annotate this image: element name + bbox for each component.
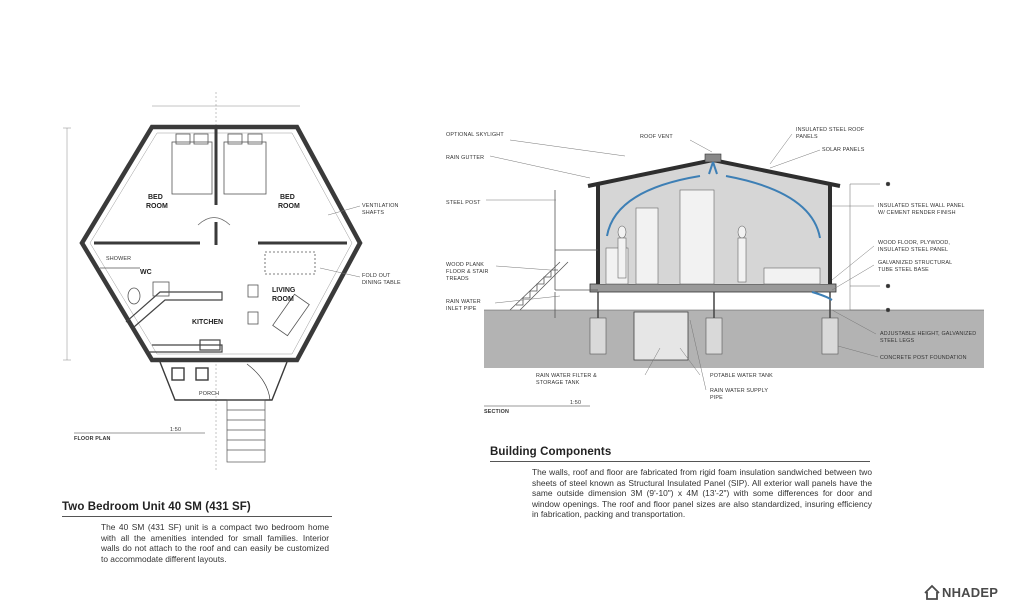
callout-fold-out-2: DINING TABLE bbox=[362, 280, 401, 286]
room-label-shower: SHOWER bbox=[106, 256, 132, 262]
label-wall-panel-2: W/ CEMENT RENDER FINISH bbox=[878, 210, 956, 216]
label-wood-plank-3: TREADS bbox=[446, 276, 469, 282]
label-filter: RAIN WATER FILTER & bbox=[536, 373, 597, 379]
floor-plan bbox=[60, 95, 401, 470]
room-label-bed-left-2: ROOM bbox=[146, 203, 168, 210]
floor-plan-scale: 1:50 bbox=[170, 427, 182, 433]
unit-rule bbox=[62, 516, 332, 517]
label-wood-plank: WOOD PLANK bbox=[446, 262, 485, 268]
room-label-kitchen: KITCHEN bbox=[192, 319, 224, 326]
deck-and-stairs bbox=[510, 190, 598, 318]
label-inlet-pipe: RAIN WATER bbox=[446, 299, 481, 305]
label-galv-base: GALVANIZED STRUCTURAL bbox=[878, 260, 953, 266]
callout-ventilation-2: SHAFTS bbox=[362, 210, 385, 216]
label-inlet-pipe-2: INLET PIPE bbox=[446, 306, 477, 312]
watermark bbox=[924, 584, 998, 600]
water-tank bbox=[634, 312, 688, 360]
section-caption: SECTION bbox=[484, 409, 510, 415]
label-potable: POTABLE WATER TANK bbox=[710, 373, 773, 379]
label-supply-2: PIPE bbox=[710, 395, 723, 401]
label-steel-post: STEEL POST bbox=[446, 200, 481, 206]
house-outline-icon bbox=[924, 584, 940, 600]
stairs bbox=[227, 400, 265, 462]
label-wood-floor: WOOD FLOOR, PLYWOOD, bbox=[878, 240, 951, 246]
label-legs-2: STEEL LEGS bbox=[880, 338, 915, 344]
room-label-living: LIVING bbox=[272, 287, 296, 294]
label-rain-gutter: RAIN GUTTER bbox=[446, 155, 485, 161]
label-filter-2: STORAGE TANK bbox=[536, 380, 580, 386]
room-label-bed-right: BED bbox=[280, 194, 295, 201]
label-solar-panels: SOLAR PANELS bbox=[822, 147, 865, 153]
section-scale: 1:50 bbox=[570, 400, 582, 406]
label-skylight: OPTIONAL SKYLIGHT bbox=[446, 132, 504, 138]
porch bbox=[160, 362, 287, 400]
label-legs: ADJUSTABLE HEIGHT, GALVANIZED bbox=[880, 331, 977, 337]
unit-title: Two Bedroom Unit 40 SM (431 SF) bbox=[62, 501, 251, 513]
building-components-rule bbox=[490, 461, 870, 462]
floor-panel bbox=[590, 284, 836, 292]
label-wall-panel: INSULATED STEEL WALL PANEL bbox=[878, 203, 965, 209]
label-roof-panels-2: PANELS bbox=[796, 134, 818, 140]
label-wood-floor-2: INSULATED STEEL PANEL bbox=[878, 247, 949, 253]
label-galv-base-2: TUBE STEEL BASE bbox=[878, 267, 929, 273]
room-label-porch: PORCH bbox=[199, 391, 220, 397]
unit-body: The 40 SM (431 SF) unit is a compact two bedroom home with all the amenities intended for small families. Interior walls do not attach to the roof and can easily be customized to accommodate different layouts. bbox=[101, 522, 329, 564]
callout-ventilation: VENTILATION bbox=[362, 203, 399, 209]
room-label-bed-left: BED bbox=[148, 194, 163, 201]
watermark-text: NHADEP bbox=[942, 584, 999, 600]
room-label-bed-right-2: ROOM bbox=[278, 203, 300, 210]
room-label-wc: WC bbox=[140, 269, 152, 276]
section-drawing bbox=[440, 120, 990, 420]
building-components-body: The walls, roof and floor are fabricated from rigid foam insulation sandwiched between two sheets of steel known as Structural Insulated Panel (SIP). All exterior wall panels have the same outside dimension 3M (9'-10") x 4M (13'-2") with some differences for door and window openings. The roof and floor panel sizes are also standardized, insuring efficiency in fabrication, packing and transportation. bbox=[532, 467, 872, 520]
callout-fold-out: FOLD OUT bbox=[362, 273, 391, 279]
label-roof-panels: INSULATED STEEL ROOF bbox=[796, 127, 865, 133]
label-roof-vent: ROOF VENT bbox=[640, 134, 673, 140]
floor-plan-caption: FLOOR PLAN bbox=[74, 436, 111, 442]
label-wood-plank-2: FLOOR & STAIR bbox=[446, 269, 489, 275]
building-components-title: Building Components bbox=[490, 446, 612, 458]
label-foundation: CONCRETE POST FOUNDATION bbox=[880, 355, 967, 361]
label-supply: RAIN WATER SUPPLY bbox=[710, 388, 769, 394]
room-label-living-2: ROOM bbox=[272, 296, 294, 303]
